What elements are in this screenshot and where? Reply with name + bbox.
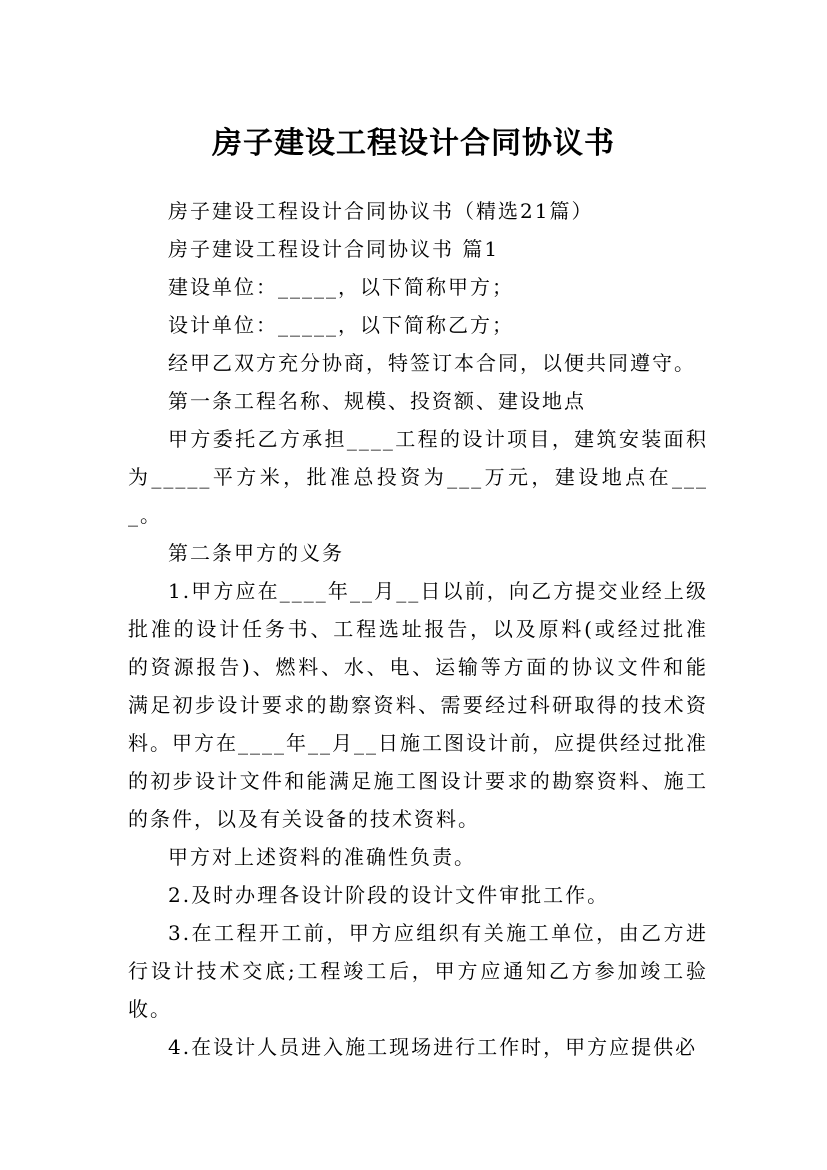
paragraph-obligation-1: 1.甲方应在____年__月__日以前，向乙方提交业经上级批准的设计任务书、工程选址报告，以及原料(或经过批准的资源报告)、燃料、水、电、运输等方面的协议文件和能满足初步设计要求的勘察资料、需要经过科研取得的技术资料。甲方在____年__月__日施工图设计前，应提供经过批准的初步设计文件和能满足施工图设计要求的勘察资料、施工的条件，以及有关设备的技术资料。 (128, 579, 708, 831)
document-title: 房子建设工程设计合同协议书 (212, 126, 615, 162)
paragraph-article-1-heading: 第一条工程名称、规模、投资额、建设地点 (168, 389, 586, 413)
paragraph-obligation-4: 4.在设计人员进入施工现场进行工作时，甲方应提供必 (168, 1035, 698, 1059)
paragraph-obligation-2: 2.及时办理各设计阶段的设计文件审批工作。 (168, 883, 610, 907)
paragraph-article-2-heading: 第二条甲方的义务 (168, 541, 344, 565)
paragraph-subtitle: 房子建设工程设计合同协议书（精选21篇） (168, 199, 594, 223)
document-body (128, 192, 708, 1066)
paragraph-agreement: 经甲乙双方充分协商，特签订本合同，以便共同遵守。 (168, 351, 696, 375)
paragraph-obligation-3: 3.在工程开工前，甲方应组织有关施工单位，由乙方进行设计技术交底;工程竣工后，甲方应通知乙方参加竣工验收。 (128, 921, 708, 1021)
paragraph-accuracy: 甲方对上述资料的准确性负责。 (168, 845, 476, 869)
paragraph-party-b: 设计单位：_____，以下简称乙方； (168, 313, 514, 337)
paragraph-article-1-body: 甲方委托乙方承担____工程的设计项目，建筑安装面积为_____平方米，批准总投资为___万元，建设地点在____。 (128, 427, 708, 527)
paragraph-party-a: 建设单位：_____，以下简称甲方； (168, 275, 514, 299)
paragraph-section-heading: 房子建设工程设计合同协议书 篇1 (168, 237, 500, 261)
